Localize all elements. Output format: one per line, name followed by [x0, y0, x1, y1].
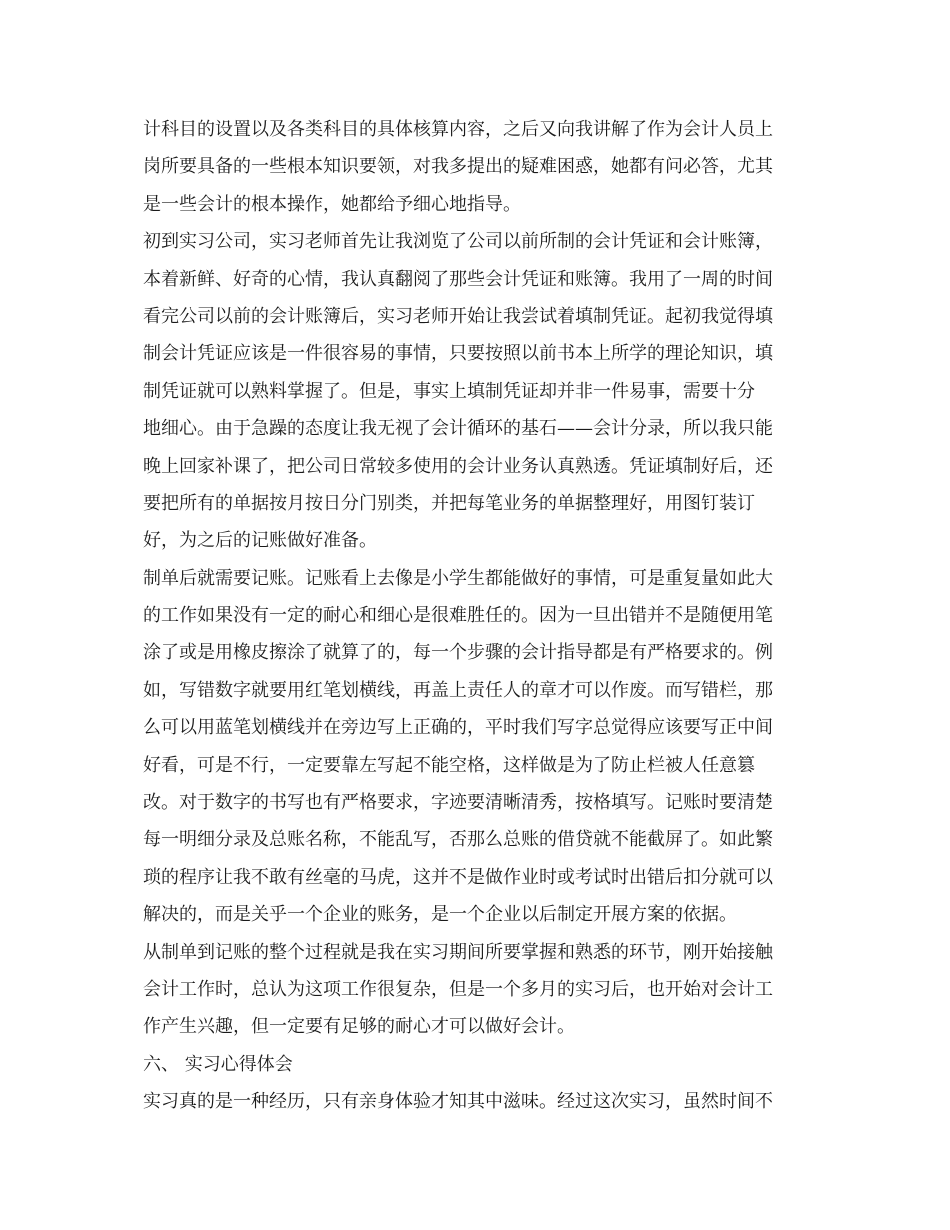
paragraph-line: 本着新鲜、好奇的心情，我认真翻阅了那些会计凭证和账簿。我用了一周的时间: [143, 268, 773, 290]
paragraph-line: 作产生兴趣，但一定要有足够的耐心才可以做好会计。: [143, 1016, 575, 1038]
paragraph-line: 初到实习公司，实习老师首先让我浏览了公司以前所制的会计凭证和会计账簿，: [143, 231, 773, 253]
paragraph-line: 么可以用蓝笔划横线并在旁边写上正确的，平时我们写字总觉得应该要写正中间: [143, 717, 773, 739]
paragraph-line: 好，为之后的记账做好准备。: [143, 530, 377, 552]
paragraph-line: 好看，可是不行，一定要靠左写起不能空格，这样做是为了防止栏被人任意篡: [143, 754, 755, 776]
paragraph-line: 涂了或是用橡皮擦涂了就算了的，每一个步骤的会计指导都是有严格要求的。例: [143, 642, 773, 664]
paragraph-line: 岗所要具备的一些根本知识要领，对我多提出的疑难困惑，她都有问必答，尤其: [143, 156, 773, 178]
paragraph-line: 解决的，而是关乎一个企业的账务，是一个企业以后制定开展方案的依据。: [143, 904, 737, 926]
paragraph-line: 地细心。由于急躁的态度让我无视了会计循环的基石——会计分录，所以我只能: [143, 418, 773, 440]
paragraph-line: 会计工作时，总认为这项工作很复杂，但是一个多月的实习后，也开始对会计工: [143, 978, 773, 1000]
paragraph-line: 晚上回家补课了，把公司日常较多使用的会计业务认真熟透。凭证填制好后，还: [143, 455, 773, 477]
paragraph-line: 改。对于数字的书写也有严格要求，字迹要清晰清秀，按格填写。记账时要清楚: [143, 792, 773, 814]
paragraph-line: 每一明细分录及总账名称，不能乱写，否那么总账的借贷就不能截屏了。如此繁: [143, 829, 773, 851]
paragraph-line: 看完公司以前的会计账簿后，实习老师开始让我尝试着填制凭证。起初我觉得填: [143, 305, 773, 327]
paragraph-line: 制会计凭证应该是一件很容易的事情，只要按照以前书本上所学的理论知识，填: [143, 343, 773, 365]
paragraph-line: 要把所有的单据按月按日分门别类，并把每笔业务的单据整理好，用图钉装订: [143, 492, 755, 514]
paragraph-line: 计科目的设置以及各类科目的具体核算内容，之后又向我讲解了作为会计人员上: [143, 119, 773, 140]
paragraph-line: 制凭证就可以熟料掌握了。但是，事实上填制凭证却并非一件易事，需要十分: [143, 380, 755, 402]
paragraph-line: 如，写错数字就要用红笔划横线，再盖上责任人的章才可以作废。而写错栏，那: [143, 679, 773, 701]
section-heading: 六、 实习心得体会: [143, 1053, 293, 1075]
document-body: [143, 111, 823, 1121]
paragraph-line: 琐的程序让我不敢有丝毫的马虎，这并不是做作业时或考试时出错后扣分就可以: [143, 866, 773, 888]
paragraph-line: 是一些会计的根本操作，她都给予细心地指导。: [143, 193, 521, 215]
paragraph-line: 从制单到记账的整个过程就是我在实习期间所要掌握和熟悉的环节，刚开始接触: [143, 941, 773, 963]
paragraph-line: 的工作如果没有一定的耐心和细心是很难胜任的。因为一旦出错并不是随便用笔: [143, 605, 773, 627]
paragraph-line: 制单后就需要记账。记账看上去像是小学生都能做好的事情，可是重复量如此大: [143, 567, 773, 589]
paragraph-line: 实习真的是一种经历，只有亲身体验才知其中滋味。经过这次实习，虽然时间不: [143, 1091, 773, 1113]
